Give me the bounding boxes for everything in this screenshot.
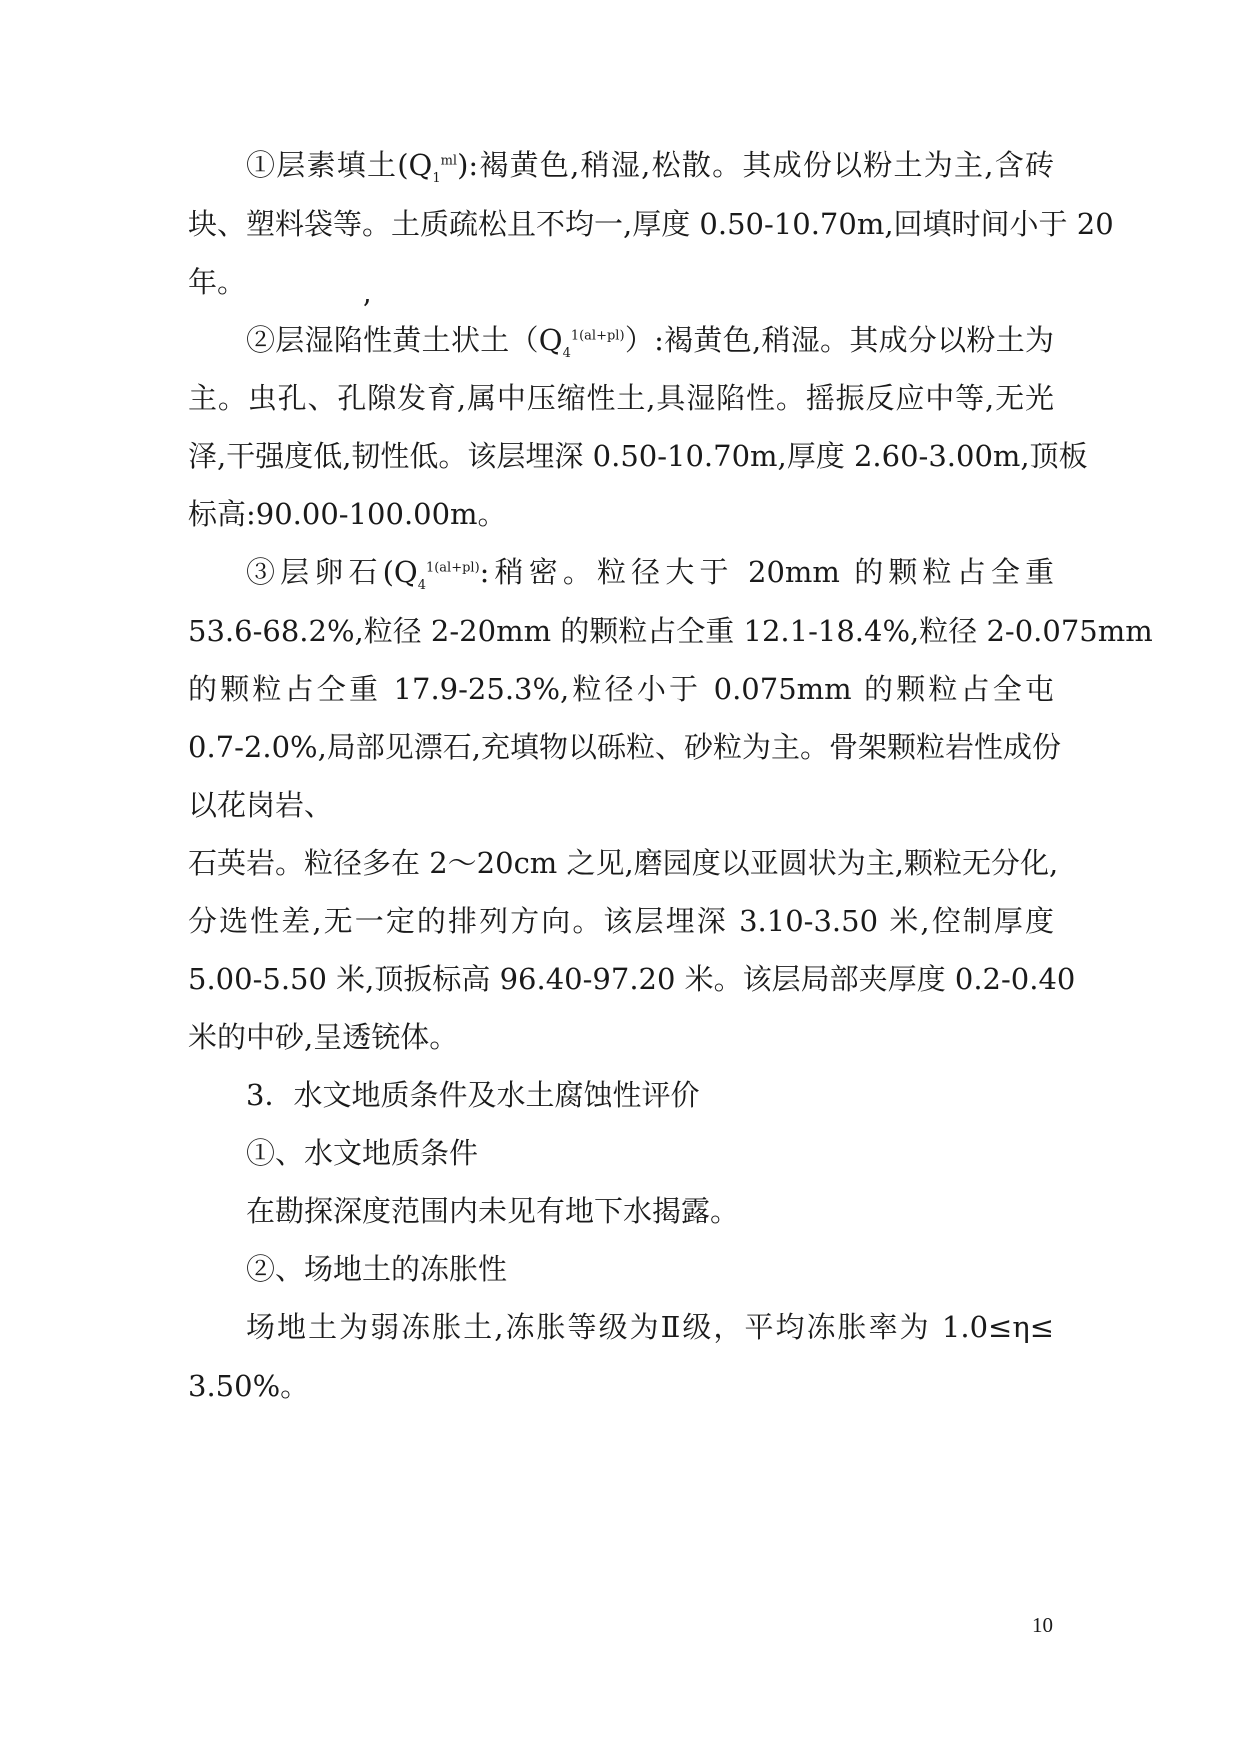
- layer2-line1: ②层湿陷性黄土状土$(Q_4^{1(al+pl)})$:褐黄色,稍湿。其成分以粉土为: [246, 323, 1054, 361]
- layer2-line4: 标高:90.00-100.00m。: [188, 497, 507, 531]
- layer3-line3: 的颗粒占仝重 17.9-25.3%,粒径小于 0.075mm 的颗粒占全屯: [188, 672, 1054, 706]
- page-number: 10: [1032, 1613, 1053, 1637]
- section3-heading: 3．水文地质条件及水土腐蚀性评价: [246, 1078, 700, 1112]
- layer3-line2: 53.6-68.2%,粒径 2-20mm 的颗粒占仝重 12.1-18.4%,粒径 2-0.075mm: [188, 614, 1153, 648]
- layer3-line6: 石英岩。粒径多在 2～20cm 之见,磨园度以亚圆状为主,颗粒无分化,: [188, 846, 1059, 880]
- layer1-line2: 块、塑料袋等。土质疏松且不均一,厚度 0.50-10.70m,回填时间小于 20: [188, 207, 1114, 241]
- layer2-line3: 泽,干强度低,韧性低。该层埋深 0.50-10.70m,厚度 2.60-3.00m,顶板: [188, 439, 1088, 473]
- section3-sub2-text-line1: 场地土为弱冻胀土,冻胀等级为Ⅱ级，平均冻胀率为 1.0≤η≤: [246, 1310, 1054, 1344]
- section3-sub2-text-line2: 3.50%。: [188, 1369, 310, 1403]
- layer1-line1: ①层素填土$(Q_1^{ml})$:褐黄色,稍湿,松散。其成份以粉土为主,含砖: [246, 148, 1054, 186]
- layer3-line8: 5.00-5.50 米,顶扳标高 96.40-97.20 米。该层局部夹厚度 0.2-0.40: [188, 962, 1076, 996]
- layer3-line5: 以花岗岩、: [188, 788, 334, 822]
- layer3-line9: 米的中砂,呈透铳体。: [188, 1020, 459, 1054]
- layer1-line3: 年。: [188, 265, 247, 299]
- section3-sub1-heading: ①、水文地质条件: [246, 1136, 479, 1170]
- stray-mark: ’: [362, 293, 372, 327]
- layer3-line7: 分选性差,无一定的排列方向。该层埋深 3.10-3.50 米,倥制厚度: [188, 904, 1054, 938]
- section3-sub2-heading: ②、场地土的冻胀性: [246, 1252, 508, 1286]
- layer3-line1: ③层卵石($Q_4^{1(al+pl)}$:稍密。粒径大于 20mm 的颗粒占全重: [246, 555, 1054, 593]
- layer3-line4: 0.7-2.0%,局部见漂石,充填物以砾粒、砂粒为主。骨架颗粒岩性成份: [188, 730, 1062, 764]
- section3-sub1-text: 在勘探深度范围内未见有地下水揭露。: [246, 1194, 740, 1228]
- layer2-line2: 主。虫孔、孔隙发育,属中压缩性土,具湿陷性。摇振反应中等,无光: [188, 381, 1054, 415]
